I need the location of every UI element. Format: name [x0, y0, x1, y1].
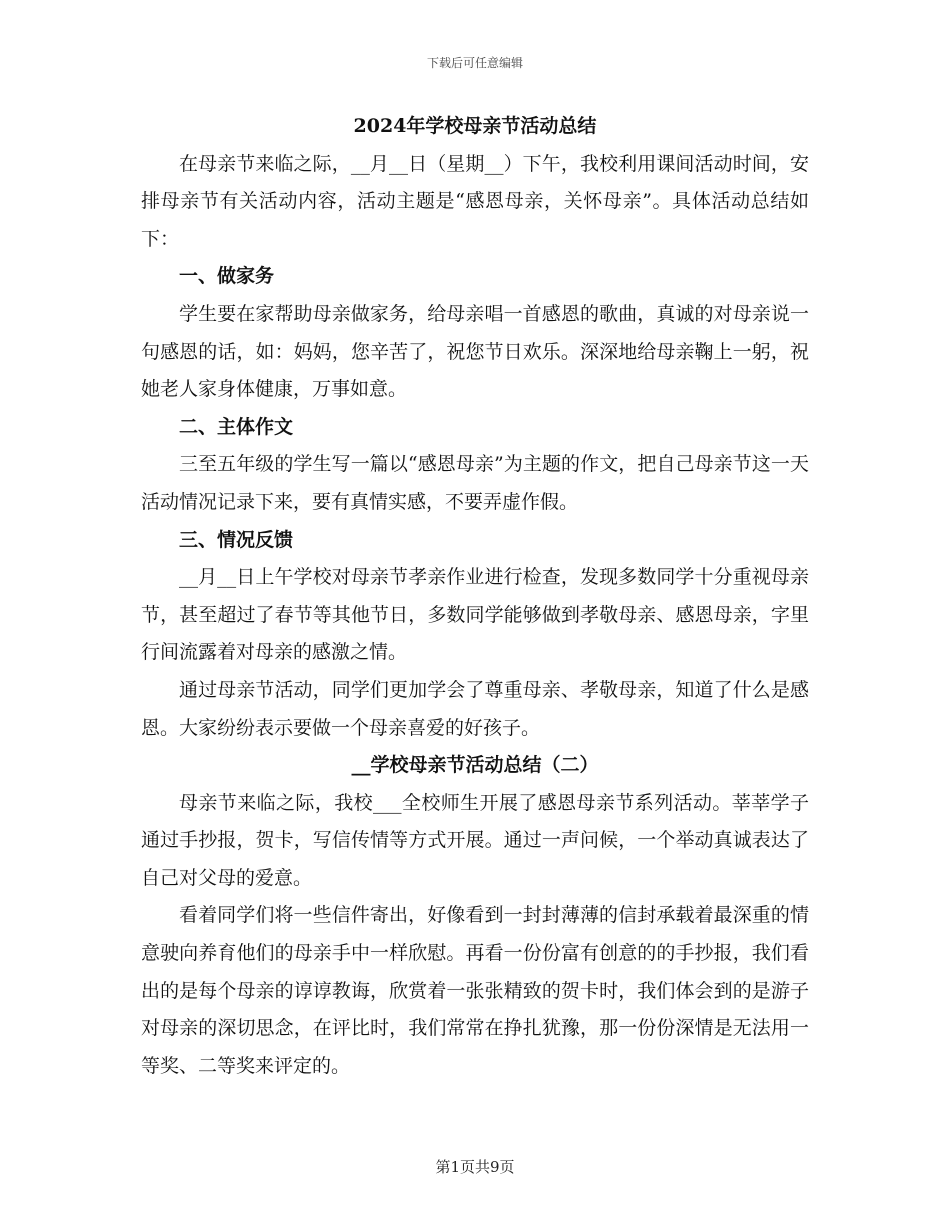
second-document-paragraph-2: 看着同学们将一些信件寄出，好像看到一封封薄薄的信封承载着最深重的情意驶向养育他们的母亲手中一样欣慰。再看一份份富有创意的的手抄报，我们看出的是每个母亲的谆谆教诲，欣赏着一张张精致的贺卡时，我们体会到的是游子对母亲的深切思念，在评比时，我们常常在挣扎犹豫，那一份份深情是无法用一等奖、二等奖来评定的。 — [141, 904, 809, 1077]
section-heading-3: 三、情况反馈 — [179, 528, 294, 551]
section-heading-2: 二、主体作文 — [179, 415, 294, 438]
document-body — [141, 108, 809, 1085]
document-title: 2024年学校母亲节活动总结 — [353, 115, 597, 137]
closing-paragraph: 通过母亲节活动，同学们更加学会了尊重母亲、孝敬母亲，知道了什么是感恩。大家纷纷表示要做一个母亲喜爱的好孩子。 — [141, 678, 809, 739]
second-document-paragraph-1: 母亲节来临之际，我校___全校师生开展了感恩母亲节系列活动。莘莘学子通过手抄报，贺卡，写信传情等方式开展。通过一声问候，一个举动真诚表达了自己对父母的爱意。 — [141, 791, 809, 889]
section-text-3: __月__日上午学校对母亲节孝亲作业进行检查，发现多数同学十分重视母亲节，甚至超过了春节等其他节日，多数同学能够做到孝敬母亲、感恩母亲，字里行间流露着对母亲的感激之情。 — [141, 566, 809, 664]
page-number-footer: 第1页共9页 — [435, 1158, 515, 1176]
intro-paragraph: 在母亲节来临之际，__月__日（星期__）下午，我校利用课间活动时间，安排母亲节有关活动内容，活动主题是“感恩母亲，关怀母亲”。具体活动总结如下： — [141, 152, 809, 250]
second-document-title: __学校母亲节活动总结（二） — [351, 754, 599, 777]
section-heading-1: 一、做家务 — [179, 265, 275, 288]
section-text-2: 三至五年级的学生写一篇以“感恩母亲”为主题的作文，把自己母亲节这一天活动情况记录下来，要有真情实感，不要弄虚作假。 — [141, 453, 809, 513]
section-text-1: 学生要在家帮助母亲做家务，给母亲唱一首感恩的歌曲，真诚的对母亲说一句感恩的话，如：妈妈，您辛苦了，祝您节日欢乐。深深地给母亲鞠上一躬，祝她老人家身体健康，万事如意。 — [141, 302, 809, 401]
header-note: 下载后可任意编辑 — [426, 56, 523, 70]
